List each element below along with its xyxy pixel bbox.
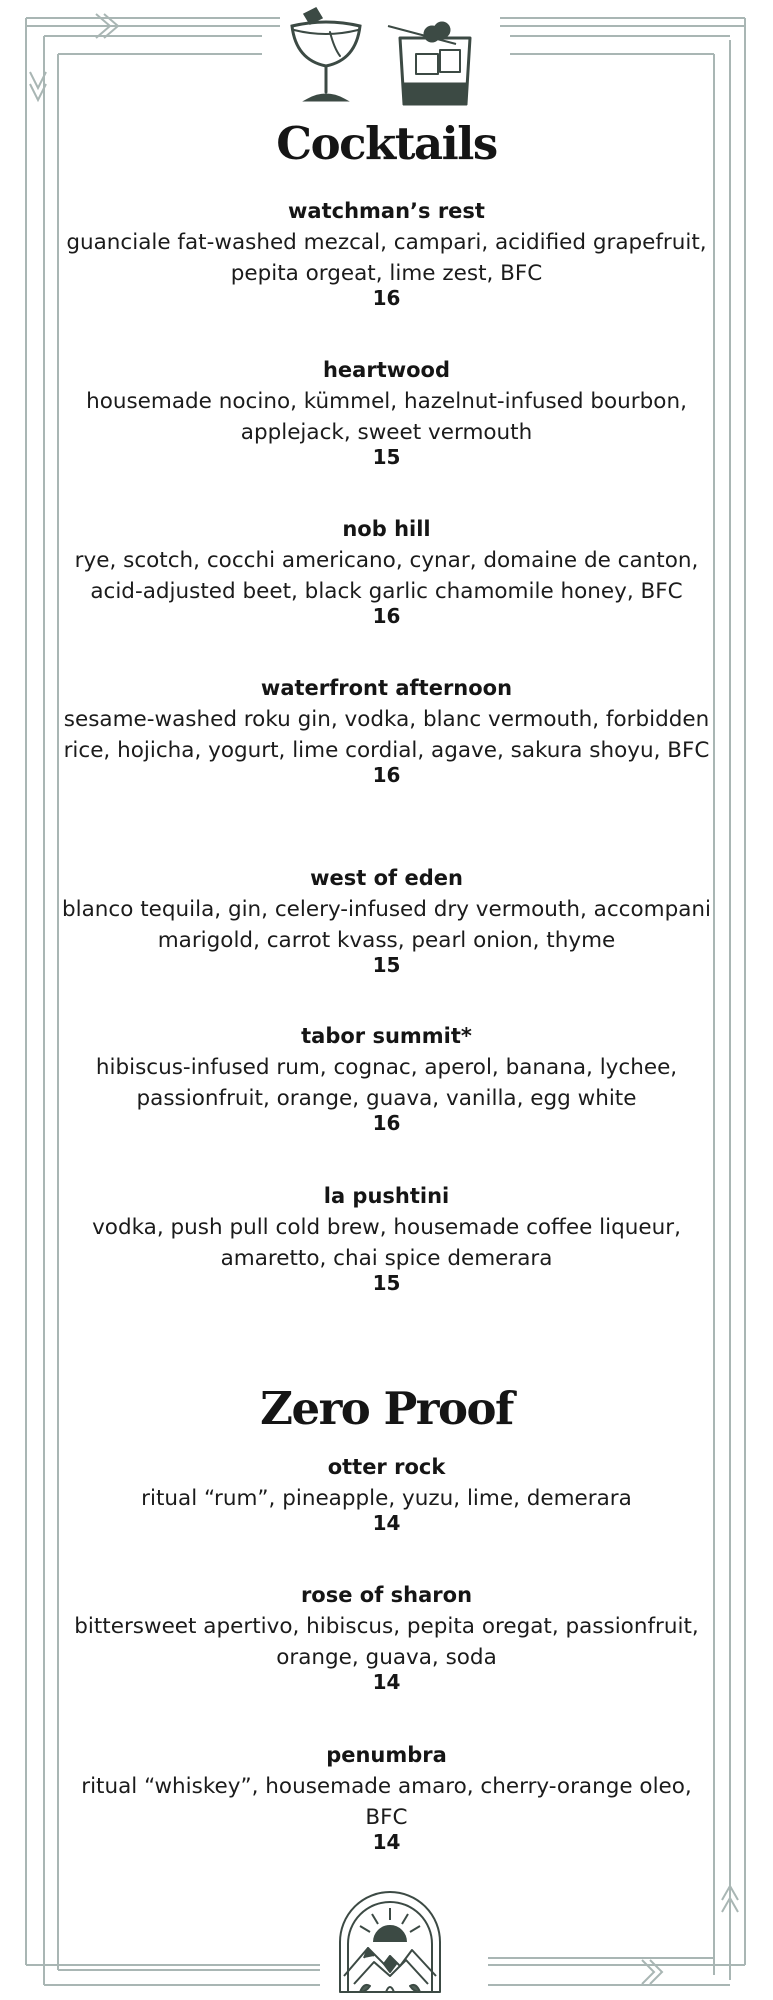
item-price: 15 <box>372 445 401 469</box>
item-description: sesame-washed roku gin, vodka, blanc vermouth, forbidden rice, hojicha, yogurt, lime cordial, agave, sakura shoyu, BFC <box>63 707 710 763</box>
coupe-glass-icon <box>292 8 360 100</box>
menu-item <box>60 673 713 786</box>
item-price: 14 <box>372 1830 401 1854</box>
item-price: 16 <box>372 286 401 310</box>
item-description: housemade nocino, kümmel, hazelnut-infused bourbon, applejack, sweet vermouth <box>86 389 687 445</box>
section-heading-zero-proof: Zero Proof <box>260 1382 513 1435</box>
item-price: 16 <box>372 1111 401 1135</box>
item-name: rose of sharon <box>300 1583 473 1607</box>
item-price: 16 <box>372 763 401 787</box>
item-description: guanciale fat-washed mezcal, campari, acidified grapefruit, pepita orgeat, lime zest, BFC <box>66 230 707 286</box>
menu-item <box>60 1740 713 1853</box>
item-price: 15 <box>372 1271 401 1295</box>
item-description: bittersweet apertivo, hibiscus, pepita oregat, passionfruit, orange, guava, soda <box>74 1614 699 1670</box>
menu-item <box>60 514 713 627</box>
menu-item <box>60 1181 713 1294</box>
item-name: penumbra <box>326 1743 447 1767</box>
item-price: 15 <box>372 953 401 977</box>
menu-item <box>60 1021 713 1134</box>
item-name: otter rock <box>327 1455 446 1479</box>
menu-item <box>60 863 713 976</box>
item-name: waterfront afternoon <box>260 676 513 700</box>
item-description: vodka, push pull cold brew, housemade coffee liqueur, amaretto, chai spice demerara <box>92 1215 681 1271</box>
item-name: tabor summit* <box>301 1024 472 1048</box>
item-price: 16 <box>372 604 401 628</box>
item-description: blanco tequila, gin, celery-infused dry vermouth, accompani marigold, carrot kvass, pearl onion, thyme <box>61 897 711 953</box>
mountain-sun-emblem-icon <box>334 1888 446 1994</box>
item-name: heartwood <box>322 358 451 382</box>
menu-item <box>60 1452 713 1534</box>
item-description: hibiscus-infused rum, cognac, aperol, banana, lychee, passionfruit, orange, guava, vanilla, egg white <box>95 1055 678 1111</box>
item-description: ritual “rum”, pineapple, yuzu, lime, demerara <box>141 1486 632 1511</box>
item-name: west of eden <box>310 866 463 890</box>
section-heading-cocktails: Cocktails <box>276 117 497 170</box>
menu-item <box>60 196 713 309</box>
item-name: la pushtini <box>323 1184 450 1208</box>
item-description: ritual “whiskey”, housemade amaro, cherry-orange oleo, BFC <box>81 1774 692 1830</box>
item-name: nob hill <box>342 517 431 541</box>
cocktail-glasses-illustration <box>282 4 502 112</box>
menu-item <box>60 1580 713 1693</box>
rocks-glass-icon <box>388 23 470 104</box>
menu-item <box>60 355 713 468</box>
item-price: 14 <box>372 1511 401 1535</box>
item-price: 14 <box>372 1670 401 1694</box>
item-name: watchman’s rest <box>288 199 485 223</box>
item-description: rye, scotch, cocchi americano, cynar, domaine de canton, acid-adjusted beet, black garlic chamomile honey, BFC <box>74 548 699 604</box>
